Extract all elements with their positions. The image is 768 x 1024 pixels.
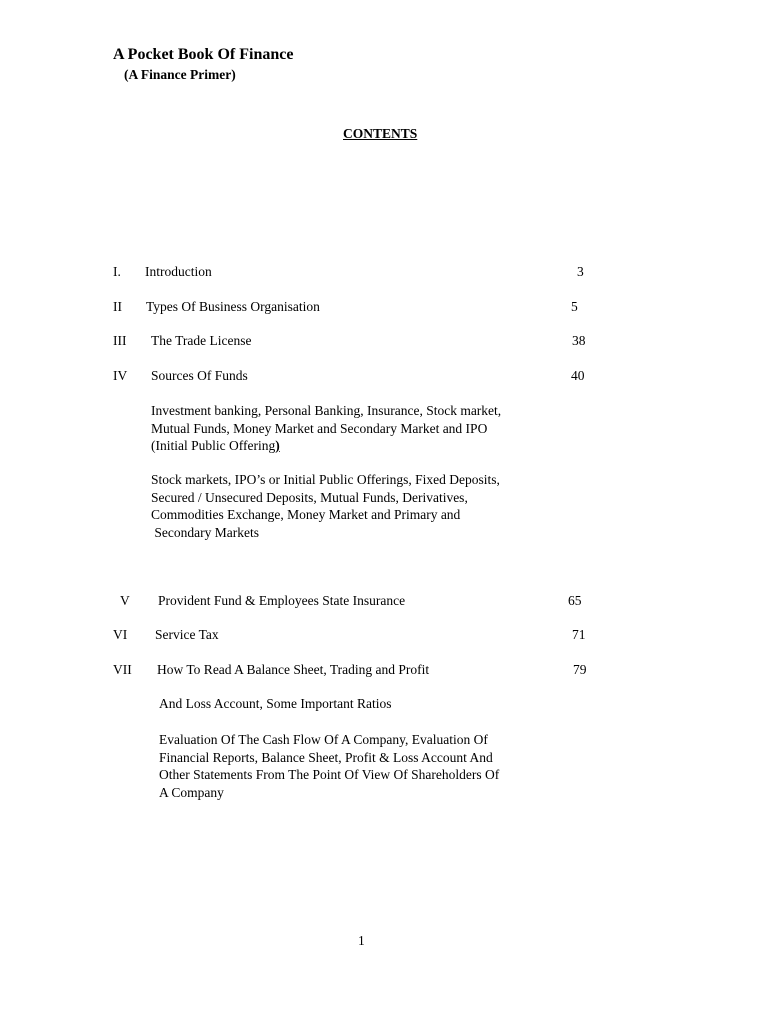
- book-subtitle: (A Finance Primer): [124, 67, 236, 82]
- toc-numeral: I.: [113, 264, 121, 279]
- text-line: A Company: [159, 784, 224, 800]
- sources-description-2: [151, 471, 500, 541]
- toc-page: 3: [577, 264, 584, 279]
- toc-title: How To Read A Balance Sheet, Trading and Profit: [157, 662, 430, 677]
- toc-page: 65: [568, 593, 582, 608]
- text-line: Investment banking, Personal Banking, Insurance, Stock market,: [151, 403, 502, 418]
- toc-title: Types Of Business Organisation: [146, 299, 320, 314]
- text-line: Mutual Funds, Money Market and Secondary Market and IPO: [151, 420, 488, 436]
- closing-parenthesis: ): [275, 438, 280, 453]
- toc-numeral: III: [113, 333, 127, 348]
- page-number: 1: [358, 933, 365, 948]
- text-line: Secured / Unsecured Deposits, Mutual Funds, Derivatives,: [151, 489, 468, 505]
- toc-page: 40: [571, 368, 585, 383]
- toc-numeral: VI: [113, 627, 128, 642]
- text-line: Commodities Exchange, Money Market and Primary and: [151, 507, 461, 522]
- toc-page: 5: [571, 299, 578, 314]
- balance-sheet-description: [159, 731, 499, 801]
- toc-title: The Trade License: [151, 333, 252, 348]
- text-line: Evaluation Of The Cash Flow Of A Company, Evaluation Of: [159, 732, 488, 747]
- toc-title: Service Tax: [155, 627, 219, 642]
- contents-heading: CONTENTS: [343, 126, 418, 141]
- toc-title-continuation: And Loss Account, Some Important Ratios: [159, 696, 392, 711]
- toc-title: Introduction: [145, 264, 212, 279]
- text-line: Stock markets, IPO’s or Initial Public Offerings, Fixed Deposits,: [151, 472, 500, 487]
- sources-description-1: [151, 402, 501, 455]
- toc-page: 71: [572, 627, 586, 642]
- toc-numeral: II: [113, 299, 122, 314]
- book-title: A Pocket Book Of Finance: [113, 46, 294, 63]
- text-line: [151, 437, 501, 455]
- text-line: Secondary Markets: [151, 524, 259, 540]
- toc-page: 79: [573, 662, 587, 677]
- toc-title: Provident Fund & Employees State Insurance: [158, 593, 406, 608]
- toc-numeral: IV: [113, 368, 128, 383]
- toc-numeral: V: [120, 593, 130, 608]
- text-line-content: (Initial Public Offering: [151, 438, 276, 453]
- toc-numeral: VII: [113, 662, 132, 677]
- toc-title: Sources Of Funds: [151, 368, 248, 383]
- text-line: Other Statements From The Point Of View Of Shareholders Of: [159, 767, 500, 782]
- text-line: Financial Reports, Balance Sheet, Profit & Loss Account And: [159, 749, 493, 765]
- toc-page: 38: [572, 333, 586, 348]
